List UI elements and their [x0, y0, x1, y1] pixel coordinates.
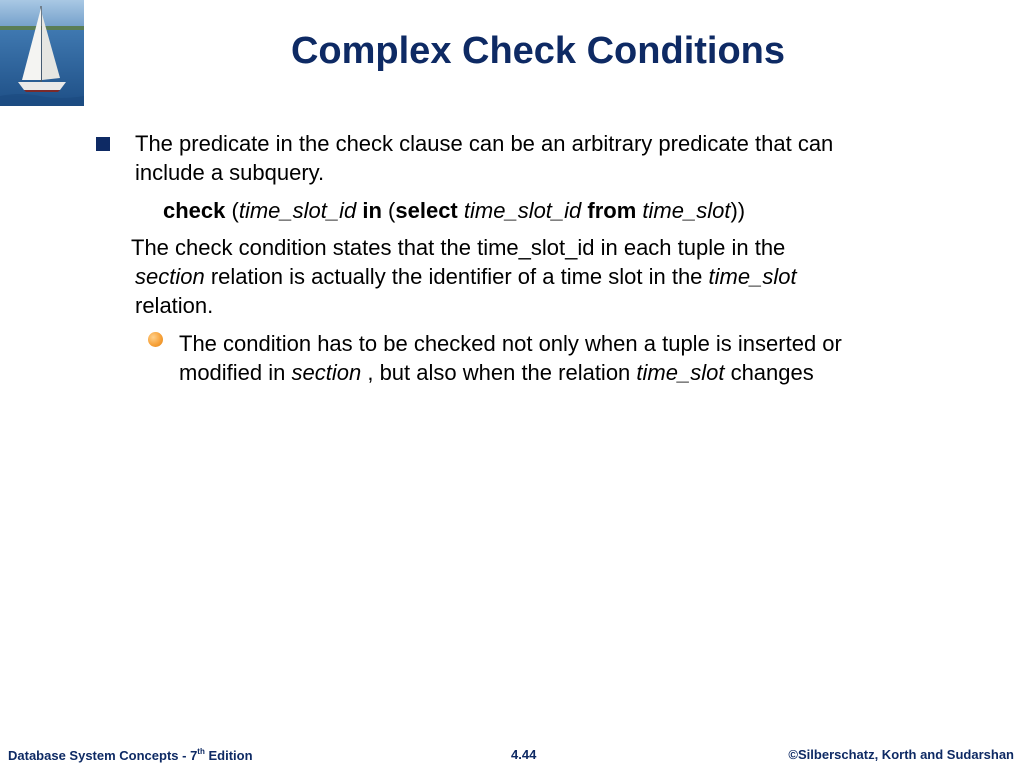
subbullet-line1: The condition has to be checked not only when a tuple is inserted or: [179, 331, 842, 356]
relation-name-section: section: [291, 360, 362, 385]
sql-keyword-in: in: [362, 198, 382, 223]
bullet1-line1: The predicate in the check clause can be an arbitrary predicate that can: [135, 131, 834, 156]
footer-copyright: ©Silberschatz, Korth and Sudarshan: [788, 747, 1014, 762]
relation-name-time-slot: time_slot: [636, 360, 725, 385]
relation-name-section: section: [135, 264, 205, 289]
sql-paren: (: [225, 198, 239, 223]
explanation-line3: relation.: [135, 293, 214, 318]
sql-attribute: time_slot_id: [463, 198, 582, 223]
explanation-line2: section relation is actually the identifier of a time slot in the time_slot: [135, 264, 797, 289]
bullet1-line2: include a subquery.: [135, 160, 325, 185]
footer-book-title: Database System Concepts - 7th Edition: [8, 747, 253, 763]
sql-keyword-select: select: [395, 198, 458, 223]
sql-paren: )): [730, 198, 746, 223]
sql-attribute: time_slot_id: [238, 198, 357, 223]
slide-title: Complex Check Conditions: [290, 30, 786, 72]
sql-relation: time_slot: [642, 198, 731, 223]
sql-keyword-check: check: [163, 198, 226, 223]
sql-paren: (: [381, 198, 396, 223]
sql-check-example: [163, 196, 745, 225]
slide-footer: [0, 744, 1024, 768]
square-bullet-icon: [96, 137, 110, 151]
footer-slide-number: 4.44: [511, 747, 537, 762]
subbullet-line2: modified in section , but also when the relation time_slot changes: [179, 360, 814, 385]
round-bullet-icon: [148, 332, 163, 347]
explanation-line1: The check condition states that the time_slot_id in each tuple in the: [131, 235, 786, 260]
sql-keyword-from: from: [587, 198, 637, 223]
relation-name-time-slot: time_slot: [708, 264, 797, 289]
